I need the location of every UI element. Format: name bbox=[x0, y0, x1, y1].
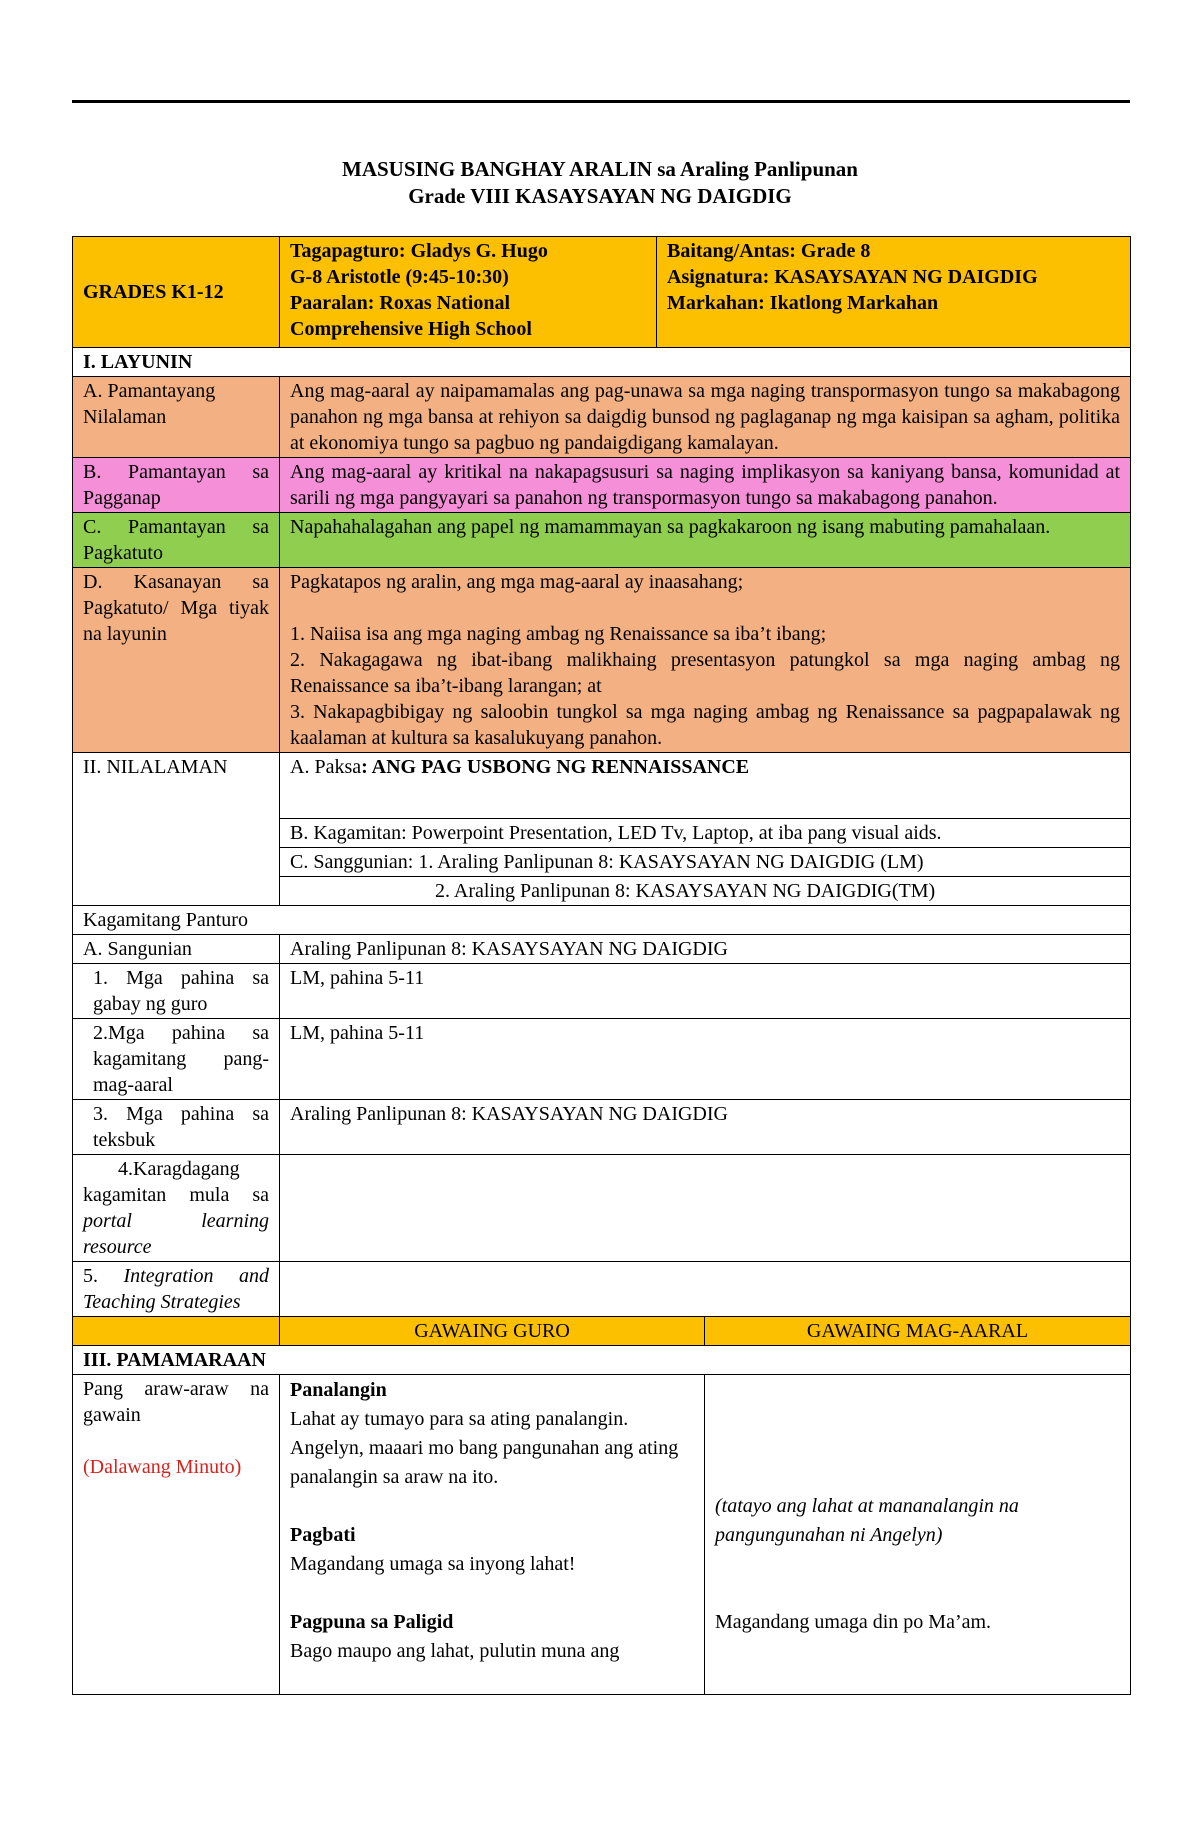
pamantayan-pagkatuto-text: Napahahalagahan ang papel ng mamammayan sa pagkakaroon ng isang mabuting pamahalaan. bbox=[280, 513, 1131, 568]
layunin-heading-row bbox=[73, 348, 1131, 377]
pamantayan-pagganap-label: B. Pamantayan sa Pagganap bbox=[73, 458, 280, 513]
gawaing-guro-content bbox=[280, 1375, 705, 1695]
sangunian-row bbox=[73, 935, 1131, 964]
subject: Asignatura: KASAYSAYAN NG DAIGDIG bbox=[667, 266, 1038, 288]
sanggunian-1: C. Sanggunian: 1. Araling Panlipunan 8: KASAYSAYAN NG DAIGDIG (LM) bbox=[280, 848, 1131, 877]
portal-resource-row bbox=[73, 1155, 1131, 1262]
kagamitan-text: B. Kagamitan: Powerpoint Presentation, LED Tv, Laptop, at iba pang visual aids. bbox=[280, 819, 1131, 848]
pang-araw-araw-label-cell bbox=[73, 1375, 280, 1695]
school-line2: Comprehensive High School bbox=[290, 318, 532, 340]
pagpuna-text: Bago maupo ang lahat, pulutin muna ang bbox=[290, 1640, 620, 1662]
gawain-header-blank bbox=[73, 1317, 280, 1346]
class-info-cell bbox=[657, 237, 1131, 348]
nilalaman-paksa-row bbox=[73, 753, 1131, 819]
grade-level: Baitang/Antas: Grade 8 bbox=[667, 240, 871, 262]
kasanayan-label: D. Kasanayan sa Pagkatuto/ Mga tiyak na layunin bbox=[73, 568, 280, 753]
kasanayan-row bbox=[73, 568, 1131, 753]
pamantayang-nilalaman-text: Ang mag-aaral ay naipamamalas ang pag-unawa sa mga naging transpormasyon tungo sa makabagong panahon ng mga bansa at rehiyon sa daigdig bunsod ng paglaganap ng mga kaisipan sa agham, politika at ekonomiya tungo sa pagbuo ng pandaigdigang kamalayan. bbox=[280, 377, 1131, 458]
pagbati-title: Pagbati bbox=[290, 1524, 356, 1546]
teacher-name: Tagapagturo: Gladys G. Hugo bbox=[290, 240, 548, 262]
kagamitang-mag-aaral-value: LM, pahina 5-11 bbox=[280, 1019, 1131, 1100]
pamantayan-pagkatuto-label: C. Pamantayan sa Pagkatuto bbox=[73, 513, 280, 568]
portal-resource-label bbox=[73, 1155, 280, 1262]
school-line1: Paaralan: Roxas National bbox=[290, 292, 510, 314]
kagamitang-mag-aaral-row bbox=[73, 1019, 1131, 1100]
nilalaman-heading: II. NILALAMAN bbox=[73, 753, 280, 906]
lesson-plan-table bbox=[72, 236, 1131, 1695]
paksa-label: A. Paksa bbox=[290, 756, 362, 778]
info-header-row bbox=[73, 237, 1131, 348]
top-rule bbox=[72, 100, 1130, 103]
integration-value bbox=[280, 1262, 1131, 1317]
integration-prefix: 5. bbox=[83, 1265, 98, 1287]
kasanayan-item-3: 3. Nakapagbibigay ng saloobin tungkol sa mga naging ambag ng Renaissance sa pagpapalawak ng kaalaman at kultura sa kasalukuyang panahon. bbox=[290, 701, 1121, 749]
gawain-header-row bbox=[73, 1317, 1131, 1346]
pamantayang-nilalaman-label: A. Pamantayang Nilalaman bbox=[73, 377, 280, 458]
pamamaraan-heading: III. PAMAMARAAN bbox=[73, 1346, 1131, 1375]
pamamaraan-heading-row bbox=[73, 1346, 1131, 1375]
teksbuk-row bbox=[73, 1100, 1131, 1155]
gabay-guro-row bbox=[73, 964, 1131, 1019]
layunin-heading: I. LAYUNIN bbox=[73, 348, 1131, 377]
teksbuk-label: 3. Mga pahina sa teksbuk bbox=[73, 1100, 280, 1155]
pamantayang-nilalaman-row bbox=[73, 377, 1131, 458]
teacher-info-cell bbox=[280, 237, 657, 348]
gawaing-mag-aaral-header: GAWAING MAG-AARAL bbox=[705, 1317, 1131, 1346]
kagamitang-panturo-heading: Kagamitang Panturo bbox=[73, 906, 1131, 935]
document-subtitle: Grade VIII KASAYSAYAN NG DAIGDIG bbox=[408, 184, 792, 208]
kasanayan-intro: Pagkatapos ng aralin, ang mga mag-aaral ay inaasahang; bbox=[290, 571, 744, 593]
pang-araw-araw-label: Pang araw-araw na gawain bbox=[83, 1378, 269, 1426]
pagpuna-title: Pagpuna sa Paligid bbox=[290, 1611, 454, 1633]
section-schedule: G-8 Aristotle (9:45-10:30) bbox=[290, 266, 509, 288]
pagbati-text: Magandang umaga sa inyong lahat! bbox=[290, 1553, 576, 1575]
portal-resource-prefix: 4.Karagdagang kagamitan mula sa bbox=[83, 1158, 269, 1206]
kagamitang-panturo-row bbox=[73, 906, 1131, 935]
document-title: MASUSING BANGHAY ARALIN sa Araling Panlipunan bbox=[342, 157, 858, 181]
sangunian-label: A. Sangunian bbox=[73, 935, 280, 964]
pamantayan-pagkatuto-row bbox=[73, 513, 1131, 568]
kasanayan-item-1: 1. Naiisa isa ang mga naging ambag ng Renaissance sa iba’t ibang; bbox=[290, 623, 827, 645]
integration-italic: Integration and Teaching Strategies bbox=[83, 1265, 269, 1313]
pagbati-response: Magandang umaga din po Ma’am. bbox=[715, 1611, 992, 1633]
quarter: Markahan: Ikatlong Markahan bbox=[667, 292, 939, 314]
integration-label bbox=[73, 1262, 280, 1317]
pamantayan-pagganap-text: Ang mag-aaral ay kritikal na nakapagsusuri sa naging implikasyon sa kaniyang bansa, komunidad at sarili ng mga pangyayari sa panahon ng transpormasyon tungo sa makabagong panahon. bbox=[280, 458, 1131, 513]
panalangin-title: Panalangin bbox=[290, 1379, 387, 1401]
integration-row bbox=[73, 1262, 1131, 1317]
portal-resource-value bbox=[280, 1155, 1131, 1262]
teksbuk-value: Araling Panlipunan 8: KASAYSAYAN NG DAIGDIG bbox=[280, 1100, 1131, 1155]
sanggunian-2: 2. Araling Panlipunan 8: KASAYSAYAN NG DAIGDIG(TM) bbox=[280, 877, 1131, 906]
panalangin-response: (tatayo ang lahat at mananalangin na pangungunahan ni Angelyn) bbox=[715, 1495, 1019, 1546]
panalangin-text: Lahat ay tumayo para sa ating panalangin. Angelyn, maaari mo bang pangunahan ang ating panalangin sa araw na ito. bbox=[290, 1408, 679, 1488]
kagamitang-mag-aaral-label: 2.Mga pahina sa kagamitang pang-mag-aaral bbox=[73, 1019, 280, 1100]
paksa-cell bbox=[280, 753, 1131, 819]
sangunian-value: Araling Panlipunan 8: KASAYSAYAN NG DAIGDIG bbox=[280, 935, 1131, 964]
paksa-value: : ANG PAG USBONG NG RENNAISSANCE bbox=[361, 756, 750, 778]
time-allotment: (Dalawang Minuto) bbox=[83, 1456, 242, 1478]
pamantayan-pagganap-row bbox=[73, 458, 1131, 513]
kasanayan-content bbox=[280, 568, 1131, 753]
kasanayan-item-2: 2. Nakagagawa ng ibat-ibang malikhaing presentasyon patungkol sa mga naging ambag ng Renaissance sa iba’t-ibang larangan; at bbox=[290, 649, 1121, 697]
pang-araw-araw-row bbox=[73, 1375, 1131, 1695]
grades-cell: GRADES K1-12 bbox=[73, 237, 280, 348]
gawaing-guro-header: GAWAING GURO bbox=[280, 1317, 705, 1346]
portal-resource-italic: portal learning resource bbox=[83, 1210, 269, 1258]
gabay-guro-value: LM, pahina 5-11 bbox=[280, 964, 1131, 1019]
gawaing-mag-aaral-content bbox=[705, 1375, 1131, 1695]
gabay-guro-label: 1. Mga pahina sa gabay ng guro bbox=[73, 964, 280, 1019]
